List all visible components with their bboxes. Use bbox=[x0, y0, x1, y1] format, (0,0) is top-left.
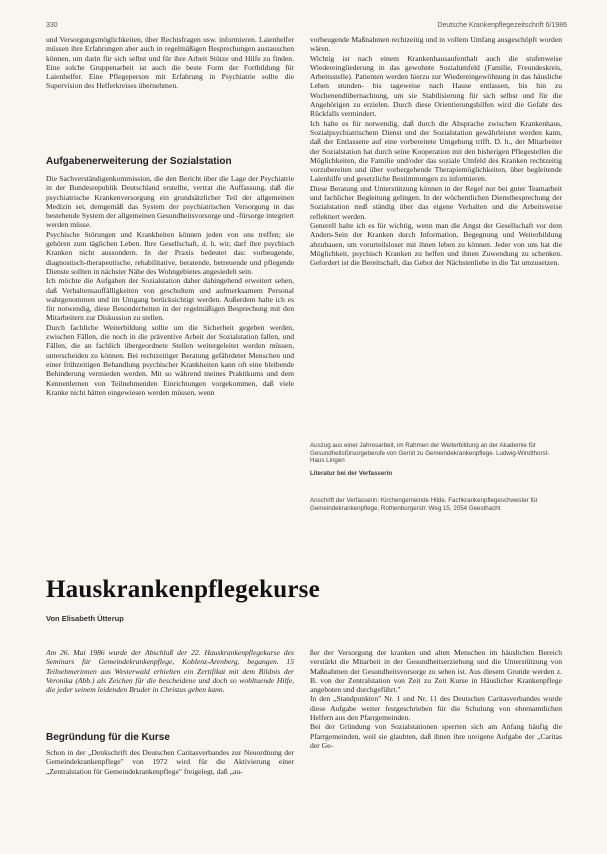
article-left-text: Schon in der „Denkschrift des Deutschen Caritasverbandes zur Neuordnung der Gemeindekrankenpflege" von 1972 wird für die Aktivierung einer „Zentralstation für Gemeindekrankenpflege" freigelegt, daß „au- bbox=[46, 748, 294, 776]
article-right-text: ßer der Versorgung der kranken und alten Menschen im häuslichen Bereich verstärkt die Mitarbeit in der Gesundheitserziehung und die Unterstützung von Maßnahmen der Gesundheitsvorsorge zu sehen ist. Aus diesem Grunde werden z. B. von der Zentralstation von Zeit zu Zeit Kurse in Häuslicher Krankenpflege angeboten und durchgeführt." In den „Standpunkten" Nr. 1 und Nr. 11 des Deutschen Caritasverbandes wurde diese Aufgabe weiter festgeschrieben für die Schulung von ehrenamtlichen Helfern aus den Pfarrgemeinden. Bei der Gründung von Sozialstationen sperrten sich am Anfang häufig die Pfarrgemeinden, weil sie glaubten, daß ihnen ihre ureigene Aufgabe der „Caritas der Ge- bbox=[310, 648, 562, 750]
journal-name: Deutsche Krankenpflegezeitschrift 6/1986 bbox=[437, 22, 567, 29]
article-intro: Am 26. Mai 1986 wurde der Abschluß der 22. Hauskrankenpflegekurse des Seminars für Gemeindekrankenpflege, Koblenz-Arenberg, begangen. 15 Teilnehmerinnen aus Westerwald erhielten ein Zertifikat mit dem Bildnis der Veronika (Abb.) als Zeichen für die bescheidene und doch so wohltuende Hilfe, die jeder seinem leidenden Bruder in Christus geben kann. bbox=[46, 648, 294, 695]
article-title: Hauskrankenpflegekurse bbox=[46, 576, 320, 603]
article-byline: Von Elisabeth Ütterup bbox=[46, 614, 124, 623]
section-heading-aufgabenerweiterung: Aufgabenerweiterung der Sozialstation bbox=[46, 156, 232, 167]
right-column-text: vorbeugende Maßnahmen rechtzeitig und in vollem Umfang ausgeschöpft worden wären. Wichtig ist nach einem Krankenhausaufenthalt auch die stufenweise Wiedereingliederung in das gewohnte Sozialumfeld (Familie, Freundeskreis, Arbeitsstelle). Patienten werden hierzu zur Wiedereingewöhnung in das häusliche Leben stunden- bis tageweise nach Hause entlassen, bis hin zu Wochenendübernachtung, um sie Stabilisierung für sich selbst und für die Angehörigen zu erzielen. Durch diese Orientierungshilfen wird die Gefahr des Rückfalls vermindert. Ich halte es für notwendig, daß durch die Absprache zwischen Krankenhaus, Sozialpsychiatrischem Dienst und der Sozialstation gewährleistet werden kann, daß der Entlassene auf eine vorbereitete Umgebung trifft. D. h., der Mitarbeiter der Sozialstation hat durch seine Kooperation mit den bisherigen Pflegestellen die Möglichkeiten, die Familie und/oder das soziale Umfeld des Kranken rechtzeitig vorzubereiten und über vorhergehende Therapiemöglichkeiten, über begleitende Laienhilfe und gesetzliche Bestimmungen zu informieren. Diese Beratung und Unterstützung können in der Regel nur bei guter Teamarbeit und fachlicher Begleitung gelingen. In der wöchentlichen Dienstbesprechung der Sozialstation muß ständig über das eigene Verhalten und die Arbeitsweise reflektiert werden. Generell halte ich es für wichtig, wenn man die Angst der Gesellschaft vor dem Anders-Sein der Kranken durch Information, Begegnung und Weiterbildung abzubauen, um vorurteilsloser mit ihnen leben zu können. Jeder von uns hat die Möglichkeit, psychisch Kranken zu helfen und ihnen Zuwendung zu schenken. Gefordert ist die Bereitschaft, das Gebot der Nächstenliebe in die Tat umzusetzen. bbox=[310, 35, 562, 268]
left-column-top-text: und Versorgungsmöglichkeiten, über Rechtsfragen usw. informieren. Laienhelfer müssen ihre Erfahrungen aber auch in regelmäßigen Besprechungen austauschen können, um darin für sich selbst und für ihre Arbeit Stütze und Hilfe zu finden. Eine solche Gruppenarbeit ist auch die beste Form der Fortbildung für Laienhelfer. Eine Pflegeperson mit Erfahrung in Psychiatrie sollte die Supervision des Helferkreises übernehmen. bbox=[46, 35, 294, 91]
author-address-note: Anschrift der Verfasserin: Kirchengemeinde Hilde, Fachkrankenpflegeschwester für Gemeindekrankenpflege, Rothenburgerstr. Weg 15, 2054 Geesthacht bbox=[310, 497, 538, 512]
source-note: Auszug aus einer Jahresarbeit, im Rahmen der Weiterbildung an der Akademie für Gesundheitsfürsorgeberufe von Gernit zu Gemeindekrankenpflege. Ludwig-Windthorst-Haus Lingen bbox=[310, 442, 550, 465]
left-column-section-text: Die Sachverständigenkommission, die den Bericht über die Lage der Psychiatrie in der Bundesrepublik Deutschland erstellte, vertrat die Auffassung, daß die psychiatrische Krankenversorgung ein grundsätzlicher Teil der allgemeinen Medizin sei, demgemäß das System der psychiatrischen Versorgung in das bestehende System der allgemeinen Gesundheitsvorsorge und -fürsorge integriert werden müsse. Psychische Störungen und Krankheiten können jeden von uns treffen; sie gehören zum täglichen Leben. Ihre Gesellschaft, d. h. wir, darf ihre psychisch Kranken nicht aussondern. In der Praxis bedeutet das: vorbeugende, diagnostisch-therapeutische, rehabilitative, beratende, betreuende und pflegende Dienste sollten in nächster Nähe des Wohngebietes angesiedelt sein. Ich möchte die Aufgaben der Sozialstation daher dahingehend erweitert sehen, daß Verhaltensauffälligkeiten von geschultem und aufmerksamem Personal wahrgenommen und im Umgang berücksichtigt werden. Außerdem halte ich es für notwendig, diese Besonderheiten in der regelmäßigen Besprechung mit den Mitarbeitern zur Diskussion zu stellen. Durch fachliche Weiterbildung sollte um die Sicherheit gegeben werden, zwischen Fällen, die noch in die präventive Arbeit der Sozialstation fallen, und Fällen, die an fachlich übergeordnete Stellen weitergeleitet werden müssen, unterscheiden zu können. Bei rechtzeitiger Beratung gefährdeter Menschen und einer frühzeitigen Behandlung psychischer Krankheiten kann oft eine bleibende Behinderung vermieden werden. Mit so während meines Praktikums und dem Kennenlernen von Teilnehmenden Einrichtungen vorgekommen, daß viele Kranke nicht hätten eingewiesen werden müssen, wenn bbox=[46, 174, 294, 397]
section-heading-begruendung: Begründung für die Kurse bbox=[46, 732, 170, 743]
page-number: 330 bbox=[46, 22, 58, 29]
literature-note: Literatur bei der Verfasserin bbox=[310, 470, 393, 477]
